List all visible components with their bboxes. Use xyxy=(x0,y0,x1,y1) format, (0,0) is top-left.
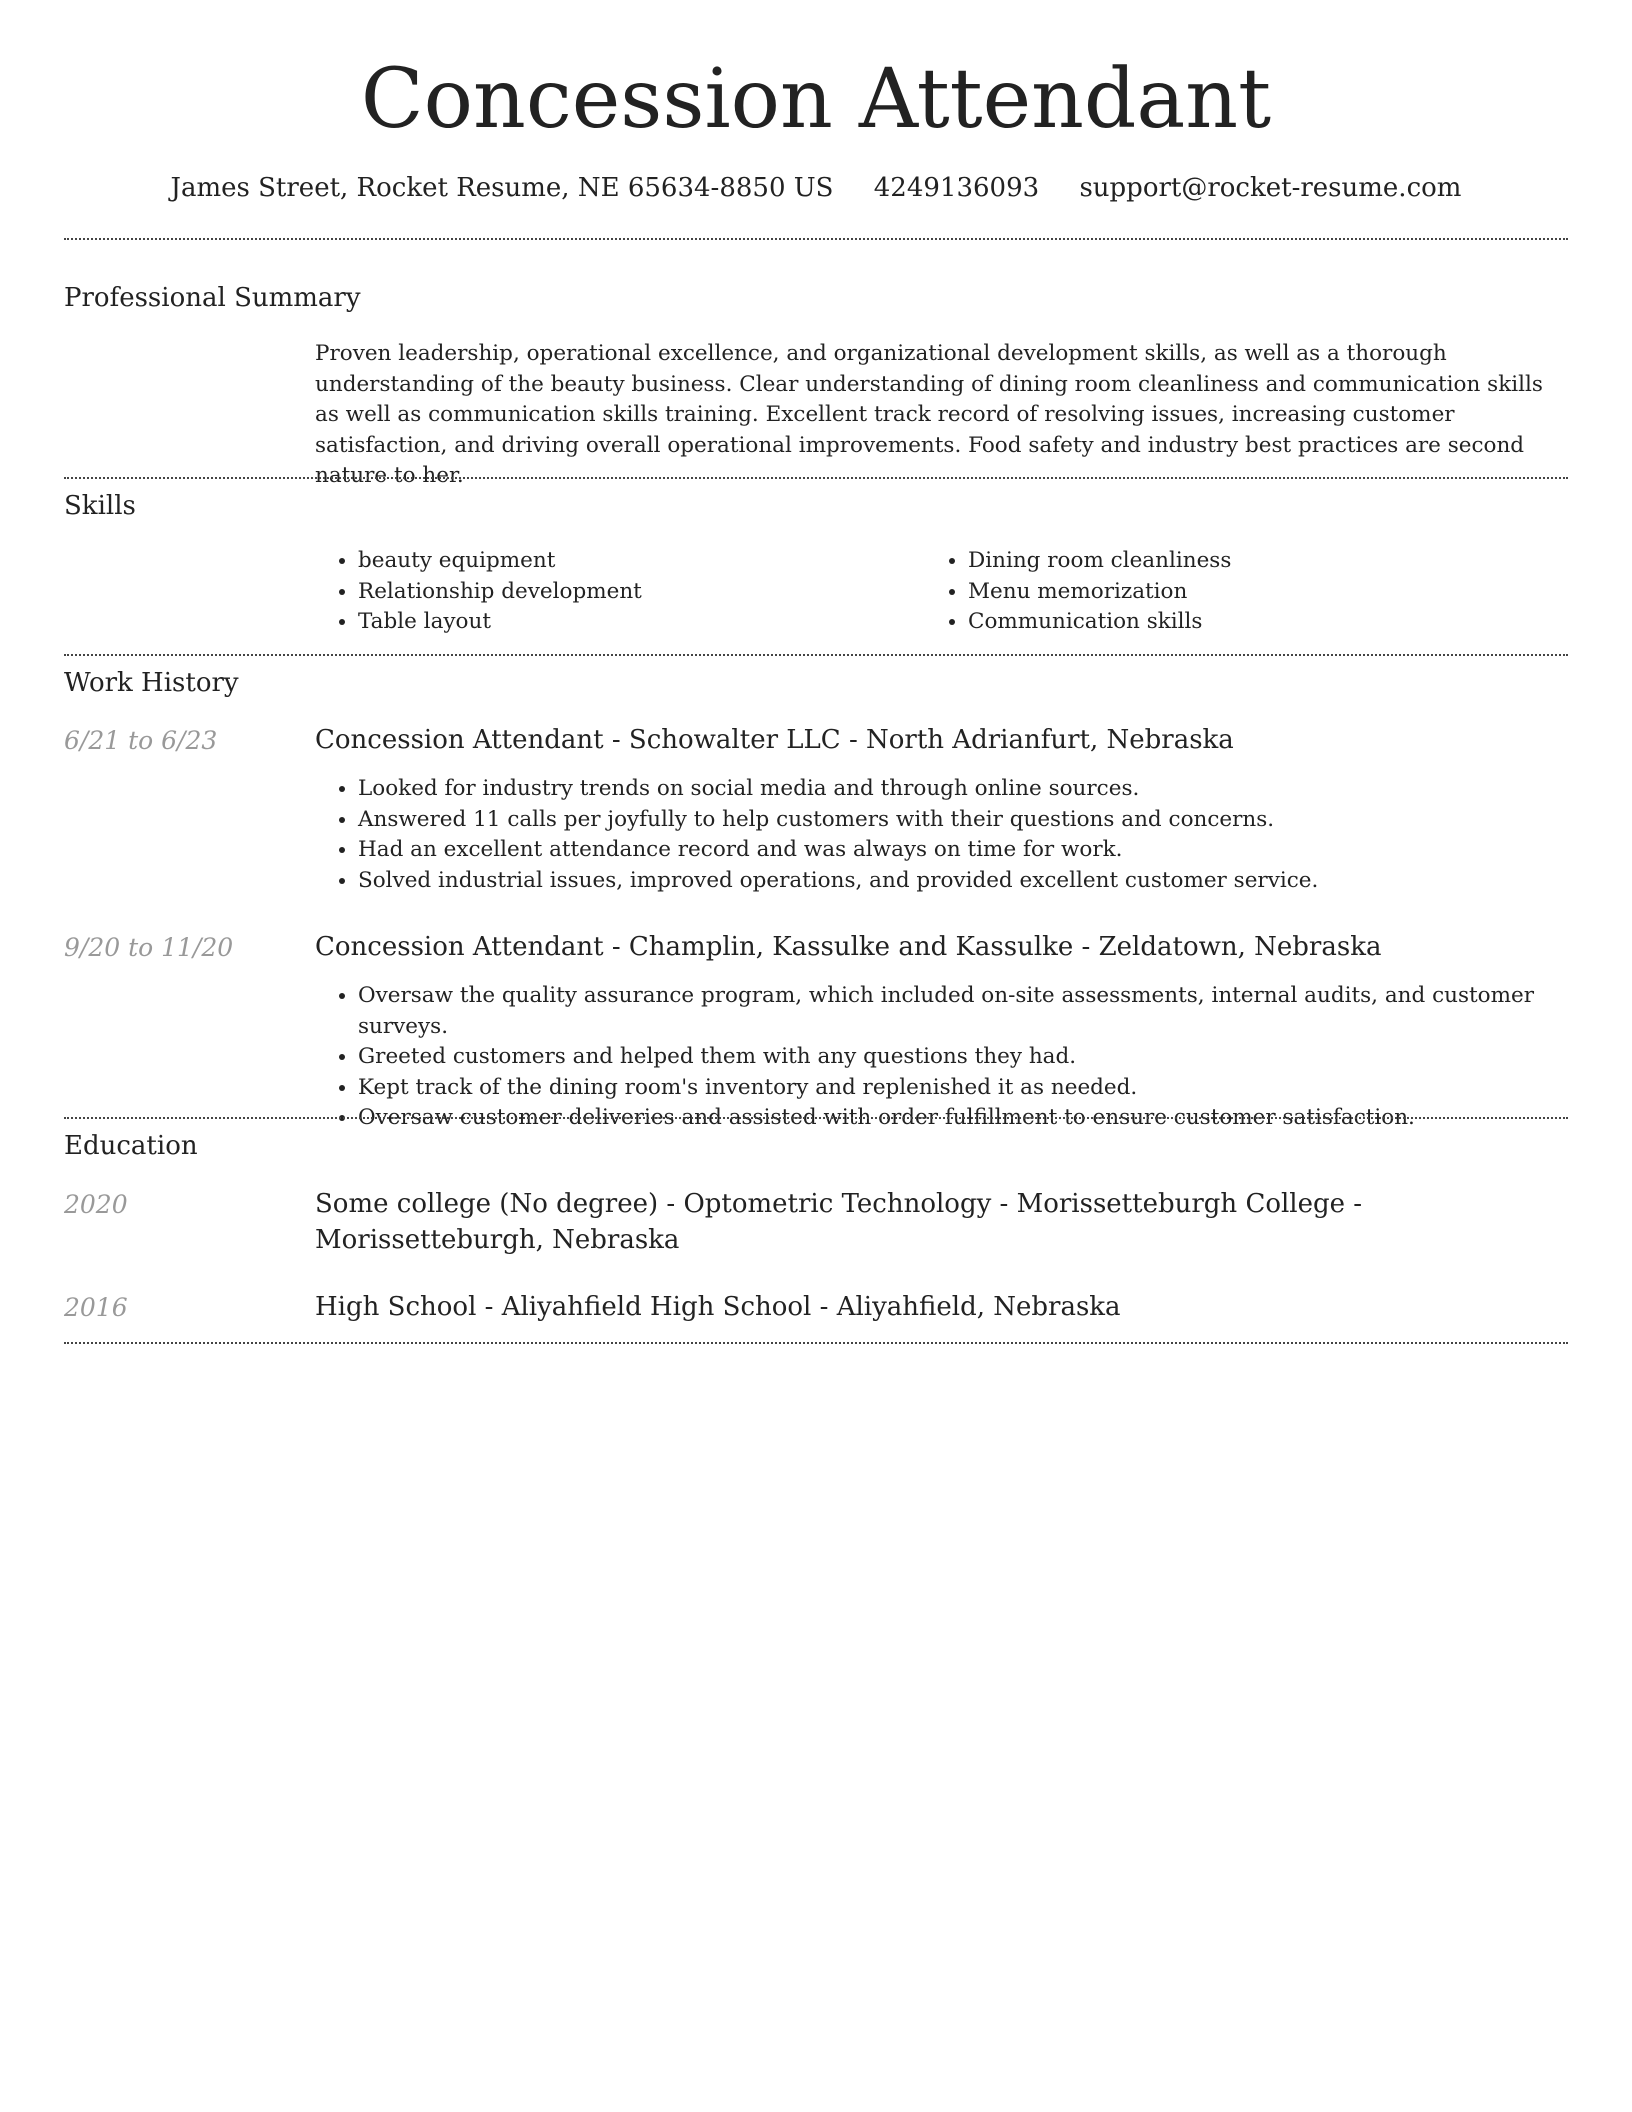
work-heading: Work History xyxy=(64,668,239,698)
skill-item: • Dining room cleanliness xyxy=(968,546,1568,577)
skills-heading: Skills xyxy=(64,491,136,521)
job-dates: 9/20 to 11/20 xyxy=(64,933,234,962)
job-bullet: • Answered 11 calls per joyfully to help customers with their questions and concerns. xyxy=(358,805,1608,836)
job-bullet: • Kept track of the dining room's inventory and replenished it as needed. xyxy=(358,1073,1608,1104)
skill-item: • Menu memorization xyxy=(968,577,1568,608)
job-bullets xyxy=(314,981,1608,1134)
skill-item: • beauty equipment xyxy=(358,546,918,577)
job-title: Concession Attendant - Schowalter LLC - North Adrianfurt, Nebraska xyxy=(315,725,1234,755)
job-bullet: • Looked for industry trends on social media and through online sources. xyxy=(358,774,1608,805)
skill-item: • Communication skills xyxy=(968,607,1568,638)
skill-item: • Relationship development xyxy=(358,577,918,608)
contact-email: support@rocket-resume.com xyxy=(1079,173,1462,203)
education-entry: High School - Aliyahfield High School - Aliyahfield, Nebraska xyxy=(315,1292,1121,1322)
job-bullet: • Oversaw the quality assurance program, which included on-site assessments, internal audits, and customer surveys. xyxy=(358,981,1608,1042)
skill-item: • Table layout xyxy=(358,607,918,638)
job-bullets xyxy=(314,774,1608,896)
contact-address: James Street, Rocket Resume, NE 65634-8850 US xyxy=(170,173,834,203)
education-entry: Some college (No degree) - Optometric Technology - Morissetteburgh College - Morissetteburgh, Nebraska xyxy=(315,1189,1363,1255)
summary-text: Proven leadership, operational excellence, and organizational development skills, as well as a thorough understanding of the beauty business. Clear understanding of dining room cleanliness and communication skills as well as communication skills training. Excellent track record of resolving issues, increasing customer satisfaction, and driving overall operational improvements. Food safety and industry best practices are second nature to her. xyxy=(315,341,1543,488)
divider xyxy=(64,477,1568,479)
contact-phone: 4249136093 xyxy=(873,173,1040,203)
job-bullet: • Greeted customers and helped them with any questions they had. xyxy=(358,1042,1608,1073)
skills-list-right xyxy=(924,546,1568,638)
education-heading: Education xyxy=(64,1131,198,1161)
divider xyxy=(64,1117,1568,1119)
job-dates: 6/21 to 6/23 xyxy=(64,726,218,755)
education-year: 2016 xyxy=(64,1293,128,1322)
job-bullet: • Solved industrial issues, improved operations, and provided excellent customer service. xyxy=(358,866,1608,897)
job-title: Concession Attendant - Champlin, Kassulke and Kassulke - Zeldatown, Nebraska xyxy=(315,932,1382,962)
education-year: 2020 xyxy=(64,1190,128,1219)
summary-heading: Professional Summary xyxy=(64,283,361,313)
job-bullet: • Oversaw customer deliveries and assisted with order fulfillment to ensure customer satisfaction. xyxy=(358,1103,1608,1134)
resume-title: Concession Attendant xyxy=(360,52,1272,147)
job-bullet: • Had an excellent attendance record and was always on time for work. xyxy=(358,835,1608,866)
divider xyxy=(64,654,1568,656)
skills-list-left xyxy=(314,546,918,638)
contact-line xyxy=(0,170,1632,206)
divider xyxy=(64,238,1568,240)
divider xyxy=(64,1342,1568,1344)
